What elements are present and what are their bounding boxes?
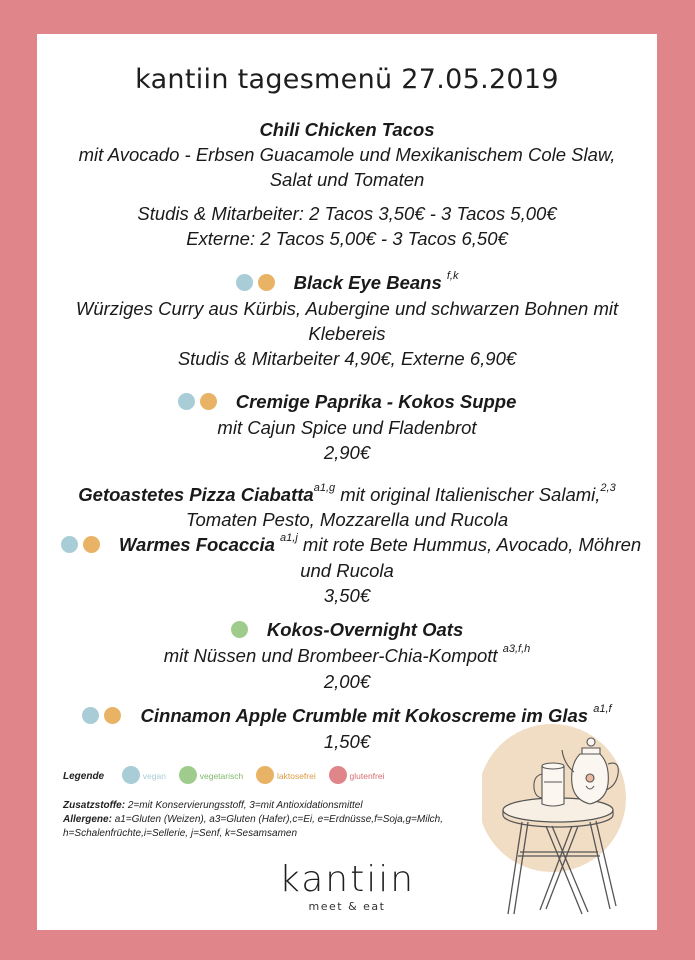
allergene-label: Allergene: <box>63 814 112 825</box>
dish-desc-oats: mit Nüssen und Brombeer-Chia-Kompott <box>163 645 498 666</box>
dish-desc-beans-2: Klebereis <box>308 323 386 344</box>
allergen-sup-oats: a3,f,h <box>502 643 531 655</box>
glutenfrei-dot-icon <box>329 766 347 784</box>
dish-name-tacos: Chili Chicken Tacos <box>259 119 435 140</box>
vegan-dot-icon <box>82 707 99 724</box>
vegetarisch-dot-icon <box>231 621 248 638</box>
dish-desc-tacos-1: mit Avocado - Erbsen Guacamole und Mexikanischem Cole Slaw, <box>78 144 616 165</box>
dish-price-focaccia: 3,50€ <box>323 585 371 606</box>
dish-name-oats: Kokos-Overnight Oats <box>266 619 464 640</box>
dish-price-oats: 2,00€ <box>323 671 371 692</box>
dish-desc-soup: mit Cajun Spice und Fladenbrot <box>217 417 477 438</box>
dish-desc-row-oats <box>37 645 657 667</box>
laktosefrei-dot-icon <box>104 707 121 724</box>
dish-price-soup: 2,90€ <box>323 442 371 463</box>
menu-sheet <box>37 34 657 930</box>
page-title: kantiin tagesmenü 27.05.2019 <box>135 64 559 95</box>
dish-name-beans: Black Eye Beans <box>293 272 442 293</box>
diet-tags <box>231 619 258 640</box>
allergen-sup-crumble: a1,f <box>593 703 612 715</box>
diet-tags <box>61 534 110 555</box>
dish-price-tacos-1: Studis & Mitarbeiter: 2 Tacos 3,50€ - 3 Tacos 5,00€ <box>137 203 557 224</box>
dish-price-beans: Studis & Mitarbeiter 4,90€, Externe 6,90€ <box>177 348 517 369</box>
vegan-dot-icon <box>236 274 253 291</box>
vegetarisch-dot-icon <box>179 766 197 784</box>
dish-desc-beans-1: Würziges Curry aus Kürbis, Aubergine und schwarzen Bohnen mit <box>75 298 619 319</box>
vegan-dot-icon <box>178 393 195 410</box>
legend-label: laktosefrei <box>276 771 316 781</box>
laktosefrei-dot-icon <box>256 766 274 784</box>
dish-name-row-ciabatta <box>37 484 657 506</box>
legend-label: vegetarisch <box>199 771 244 781</box>
allergen-notes <box>63 799 443 841</box>
logo-tagline: meet & eat <box>308 900 386 913</box>
legend-item-vegan <box>122 766 166 784</box>
table-with-jugs-illustration <box>482 714 642 924</box>
laktosefrei-dot-icon <box>83 536 100 553</box>
allergen-sup-focaccia: a1,j <box>280 532 298 544</box>
laktosefrei-dot-icon <box>258 274 275 291</box>
vegan-dot-icon <box>122 766 140 784</box>
dish-price-crumble: 1,50€ <box>323 731 371 752</box>
dish-desc-tacos-2: Salat und Tomaten <box>269 169 425 190</box>
dish-name-row-soup <box>37 391 657 413</box>
legend-label: vegan <box>142 771 166 781</box>
zusatz-label: Zusatzstoffe: <box>63 800 126 811</box>
laktosefrei-dot-icon <box>200 393 217 410</box>
legend-item-vegetarisch <box>179 766 243 784</box>
brand-logo <box>237 860 457 913</box>
dish-desc-ciabatta-2: Tomaten Pesto, Mozzarella und Rucola <box>185 509 509 530</box>
legend-label: glutenfrei <box>349 771 385 781</box>
dish-price-tacos-2: Externe: 2 Tacos 5,00€ - 3 Tacos 6,50€ <box>186 228 508 249</box>
dish-name-focaccia: Warmes Focaccia <box>118 534 275 555</box>
diet-tags <box>236 272 285 293</box>
dish-desc-focaccia-2: und Rucola <box>300 560 394 581</box>
legend <box>63 766 394 784</box>
legend-item-glutenfrei <box>329 766 385 784</box>
allergen-sup-ciabatta: a1,g <box>313 482 336 494</box>
legend-title: Legende <box>63 771 105 782</box>
dish-name-crumble: Cinnamon Apple Crumble mit Kokoscreme im Glas <box>140 705 589 726</box>
logo-wordmark: kantiin <box>278 859 416 900</box>
dish-desc-ciabatta-1: mit original Italienischer Salami, <box>340 484 601 505</box>
dish-desc-focaccia-1: mit rote Bete Hummus, Avocado, Möhren <box>302 534 642 555</box>
allergene-text-2: h=Schalenfrüchte,i=Sellerie, j=Senf, k=Sesamsamen <box>63 828 298 839</box>
legend-item-laktosefrei <box>256 766 316 784</box>
dish-name-row-beans <box>37 272 657 294</box>
additive-sup-ciabatta: 2,3 <box>600 482 616 494</box>
diet-tags <box>178 391 227 412</box>
dish-name-soup: Cremige Paprika - Kokos Suppe <box>235 391 517 412</box>
dish-name-row-focaccia <box>41 534 661 556</box>
dish-name-row-oats <box>37 619 657 641</box>
diet-tags <box>82 705 131 726</box>
zusatz-text: 2=mit Konservierungsstoff, 3=mit Antioxidationsmittel <box>127 800 363 811</box>
allergen-sup-beans: f,k <box>446 270 459 282</box>
allergene-text-1: a1=Gluten (Weizen), a3=Gluten (Hafer),c=Ei, e=Erdnüsse,f=Soja,g=Milch, <box>114 814 444 825</box>
dish-name-ciabatta: Getoastetes Pizza Ciabatta <box>78 484 314 505</box>
vegan-dot-icon <box>61 536 78 553</box>
